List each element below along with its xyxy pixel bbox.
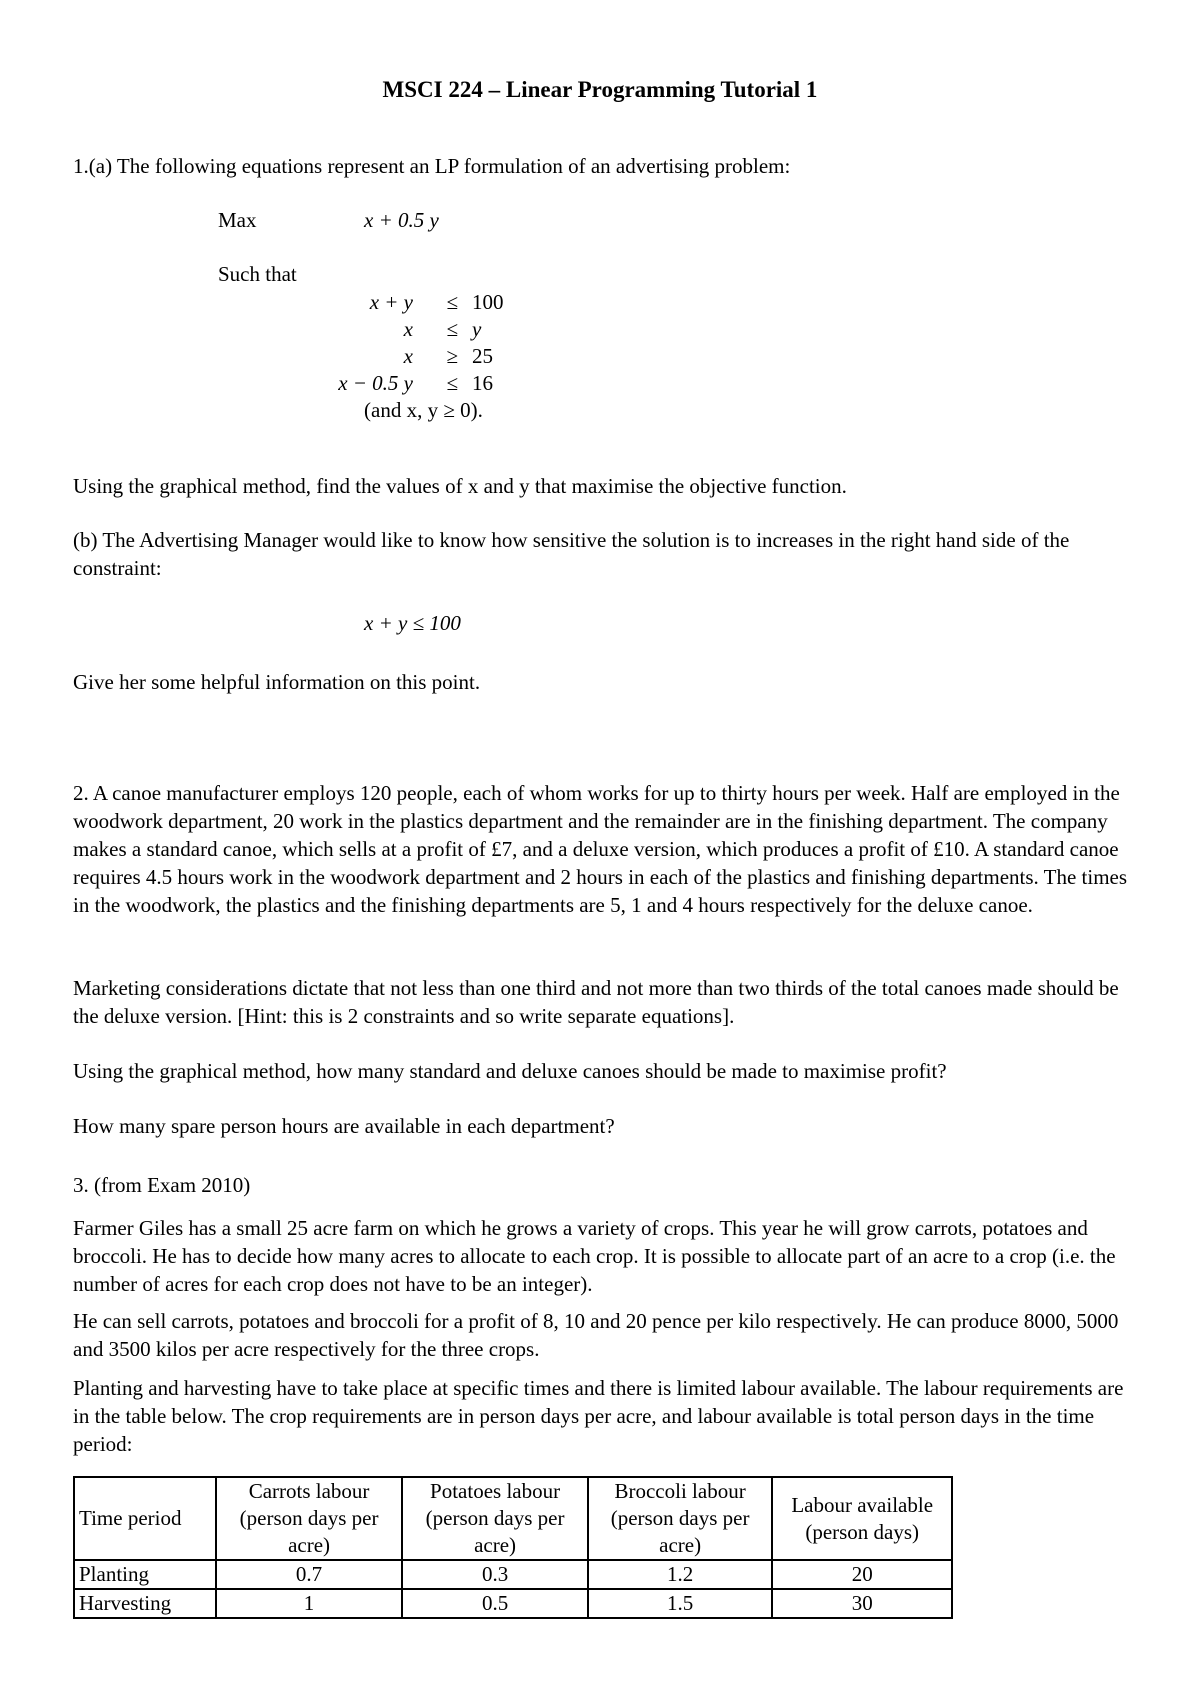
table-cell: 1.2 — [588, 1560, 773, 1589]
q1b-constraint: x + y ≤ 100 — [364, 611, 461, 635]
table-row — [74, 1560, 952, 1589]
q1-constraint-rel: ≤ — [446, 290, 458, 314]
table-header-cell: Potatoes labour (person days per acre) — [402, 1477, 588, 1560]
q3-paragraph: He can sell carrots, potatoes and broccoli for a profit of 8, 10 and 20 pence per kilo respectively. He can produce 8000, 5000 and 3500 kilos per acre respectively for the three crops. — [73, 1309, 1119, 1361]
q1-constraint-rel: ≥ — [446, 344, 458, 368]
q1b-question: Give her some helpful information on this point. — [73, 670, 481, 694]
table-header-cell: Broccoli labour (person days per acre) — [588, 1477, 773, 1560]
table-cell: 1.5 — [588, 1589, 773, 1618]
q1-constraint-lhs: x + y — [369, 290, 413, 314]
q1-constraint-rel: ≤ — [446, 371, 458, 395]
table-cell: 0.3 — [402, 1560, 588, 1589]
table-header-row — [74, 1477, 952, 1560]
table-cell: 1 — [216, 1589, 402, 1618]
q2-paragraph: Marketing considerations dictate that not less than one third and not more than two thirds of the total canoes made should be the deluxe version. [Hint: this is 2 constraints and so write separate equations]. — [73, 976, 1119, 1028]
q1-objective: x + 0.5 y — [364, 208, 439, 232]
q3-heading: 3. (from Exam 2010) — [73, 1173, 251, 1197]
table-cell: Planting — [74, 1560, 216, 1589]
q1-constraint-rhs: 25 — [472, 344, 493, 368]
q2-paragraph: 2. A canoe manufacturer employs 120 people, each of whom works for up to thirty hours per week. Half are employed in the woodwork department, 20 work in the plastics department and the remainder are in the finishing department. The company makes a standard canoe, which sells at a profit of £7, and a deluxe version, which produces a profit of £10. A standard canoe requires 4.5 hours work in the woodwork department and 2 hours in each of the plastics and finishing departments. The times in the woodwork, the plastics and the finishing departments are 5, 1 and 4 hours respectively for the deluxe canoe. — [73, 781, 1128, 917]
q2-paragraph: How many spare person hours are available in each department? — [73, 1114, 615, 1138]
q1-such-that: Such that — [218, 262, 297, 286]
table-header-cell: Time period — [74, 1477, 216, 1560]
q1-constraint-lhs: x — [403, 344, 413, 368]
q1-constraint-rel: ≤ — [446, 317, 458, 341]
q1-constraint-rhs: 100 — [472, 290, 504, 314]
table-cell: 0.5 — [402, 1589, 588, 1618]
labour-table — [73, 1476, 953, 1619]
table-cell: Harvesting — [74, 1589, 216, 1618]
q3-paragraph: Planting and harvesting have to take place at specific times and there is limited labour available. The labour requirements are in the table below. The crop requirements are in person days per acre, and labour available is total person days in the time period: — [73, 1376, 1124, 1456]
q3-paragraph: Farmer Giles has a small 25 acre farm on which he grows a variety of crops. This year he will grow carrots, potatoes and broccoli. He has to decide how many acres to allocate to each crop. It is possible to allocate part of an acre to a crop (i.e. the number of acres for each crop does not have to be an integer). — [73, 1216, 1116, 1296]
table-header-cell: Carrots labour (person days per acre) — [216, 1477, 402, 1560]
q1-intro: 1.(a) The following equations represent an LP formulation of an advertising problem: — [73, 154, 791, 178]
page-title: MSCI 224 – Linear Programming Tutorial 1 — [382, 77, 818, 102]
q1-constraint-lhs: x — [403, 317, 413, 341]
q1-nonnegativity: (and x, y ≥ 0). — [364, 398, 483, 422]
table-cell: 0.7 — [216, 1560, 402, 1589]
table-cell: 20 — [772, 1560, 952, 1589]
q1-constraint-rhs: y — [472, 317, 482, 341]
q1-max-label: Max — [218, 208, 257, 232]
q1b-intro: (b) The Advertising Manager would like to know how sensitive the solution is to increases in the right hand side of the constraint: — [73, 528, 1070, 580]
q1-constraint-lhs: x − 0.5 y — [338, 371, 413, 395]
q1a-question: Using the graphical method, find the values of x and y that maximise the objective function. — [73, 474, 847, 498]
q2-paragraph: Using the graphical method, how many standard and deluxe canoes should be made to maximise profit? — [73, 1059, 947, 1083]
table-cell: 30 — [772, 1589, 952, 1618]
table-header-cell: Labour available (person days) — [772, 1477, 952, 1560]
table-row — [74, 1589, 952, 1618]
q1-constraint-rhs: 16 — [472, 371, 493, 395]
